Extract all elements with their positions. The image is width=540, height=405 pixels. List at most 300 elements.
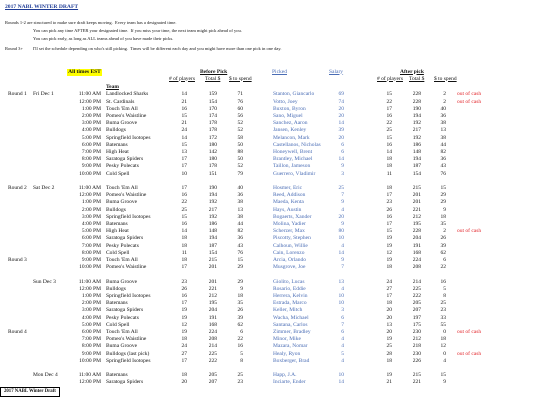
- after-total: 221: [412, 206, 421, 213]
- before-spend: 26: [237, 307, 243, 314]
- draft-row: [0, 279, 540, 286]
- before-spend: 60: [237, 105, 243, 112]
- team-name: Pomeo's Waistline: [106, 336, 147, 343]
- after-spend: 12: [440, 343, 446, 350]
- pick-time: 3:00 PM: [81, 213, 101, 220]
- after-spend: 15: [440, 372, 446, 379]
- before-spend: 35: [237, 300, 243, 307]
- picked-player: Honeywell, Brent: [273, 149, 313, 155]
- draft-title: 2017 NABL WINTER DRAFT: [5, 4, 79, 10]
- cash-status: out of cash: [457, 98, 482, 105]
- before-spend: 44: [237, 221, 243, 227]
- team-name: Saratoga Spiders: [106, 307, 144, 314]
- pick-time: 6:00 PM: [81, 141, 101, 148]
- after-total: 214: [412, 278, 421, 285]
- after-total: 228: [412, 228, 421, 235]
- pick-salary: 80: [338, 228, 344, 235]
- team-name: Saratoga Spiders: [106, 379, 144, 386]
- round-label: Round 2: [8, 185, 27, 191]
- after-spend: 43: [440, 163, 446, 170]
- before-total: 204: [208, 307, 217, 314]
- after-spend: 9: [443, 206, 446, 213]
- team-name: Bulldogs: [106, 285, 126, 292]
- pick-time: 4:00 PM: [81, 314, 101, 321]
- round-label: Round 3: [8, 257, 27, 263]
- before-total: 201: [208, 264, 217, 271]
- draft-row: [0, 156, 540, 163]
- before-spend: 5: [240, 350, 243, 357]
- before-spend: 13: [237, 206, 243, 213]
- before-total: 180: [208, 156, 217, 163]
- team-name: Pomeo's Waistline: [106, 113, 147, 119]
- salary-header: Salary: [329, 68, 344, 75]
- team-name: Saratoga Spiders: [106, 235, 144, 242]
- draft-row: [0, 192, 540, 199]
- intro-line: Rounds 1-2 are structured to make sure draft keeps moving. Every team has a designated time.: [5, 19, 177, 25]
- before-total: 194: [208, 192, 217, 199]
- after-players: 18: [386, 163, 392, 170]
- before-total: 178: [208, 127, 217, 134]
- pick-salary: 10: [338, 293, 344, 299]
- before-spend: 18: [237, 293, 243, 299]
- before-total: 207: [208, 379, 217, 386]
- before-players: 17: [181, 163, 187, 170]
- before-total: 194: [208, 235, 217, 242]
- picked-player: Brantley, Michael: [273, 156, 313, 163]
- pick-salary: 4: [341, 336, 344, 343]
- before-players: 19: [181, 314, 187, 321]
- pick-time: 9:00 PM: [81, 257, 101, 263]
- before-players: 14: [181, 228, 187, 235]
- after-total: 218: [412, 343, 421, 350]
- after-players: 18: [386, 156, 392, 163]
- after-players: 18: [386, 264, 392, 271]
- pick-salary: 4: [341, 343, 344, 350]
- after-players: 20: [386, 314, 392, 321]
- after-total: 224: [412, 257, 421, 263]
- before-players: 17: [181, 357, 187, 364]
- draft-row: [0, 185, 540, 192]
- after-total: 197: [412, 314, 421, 321]
- before-players: 21: [181, 98, 187, 105]
- team-name: Touch 'Em All: [106, 185, 138, 191]
- before-spend: 22: [237, 336, 243, 343]
- before-spend: 58: [237, 134, 243, 141]
- picked-player: Maeda, Kenta: [273, 199, 304, 206]
- after-players: 22: [386, 98, 392, 105]
- after-total: 204: [412, 235, 421, 242]
- before-players: 14: [181, 134, 187, 141]
- before-spend: 38: [237, 199, 243, 206]
- before-total: 224: [208, 329, 217, 335]
- after-players: 13: [386, 321, 392, 328]
- before-total: 212: [208, 293, 217, 299]
- pick-salary: 69: [338, 91, 344, 98]
- before-players: 17: [181, 264, 187, 271]
- before-players: 13: [181, 149, 187, 155]
- before-total: 148: [208, 228, 217, 235]
- pick-salary: 5: [341, 350, 344, 357]
- team-name: Cold Spell: [106, 170, 130, 177]
- after-spend: 0: [443, 350, 446, 357]
- after-total: 192: [412, 134, 421, 141]
- after-players: 19: [386, 372, 392, 379]
- team-header: Team: [106, 83, 119, 90]
- after-spend: 23: [440, 307, 446, 314]
- pick-time: 2:00 PM: [81, 206, 101, 213]
- team-name: Pesky Polecats: [106, 242, 139, 249]
- after-total: 175: [412, 321, 421, 328]
- pick-salary: 4: [341, 285, 344, 292]
- draft-row: [0, 343, 540, 350]
- after-total: 190: [412, 105, 421, 112]
- after-players: 17: [386, 293, 392, 299]
- after-total: 154: [412, 170, 421, 177]
- draft-row: [0, 307, 540, 314]
- after-players: 23: [386, 199, 392, 206]
- team-name: Bulldogs (last pick): [106, 350, 150, 357]
- after-players: 28: [386, 350, 392, 357]
- timezone-note: All times EST: [68, 68, 101, 75]
- after-total: 168: [412, 249, 421, 256]
- day-label: Fri Dec 1: [33, 91, 54, 98]
- after-spend: 38: [440, 120, 446, 127]
- before-players: 16: [181, 105, 187, 112]
- picked-player: Molina, Yadier: [273, 221, 306, 227]
- before-players-header: # of players: [169, 75, 195, 82]
- sheet-tab[interactable]: 2017 NABL Winter Draft: [0, 387, 60, 397]
- after-players: 18: [386, 357, 392, 364]
- team-name: Batemans: [106, 300, 128, 307]
- before-total: 205: [208, 372, 217, 379]
- picked-player: Guerrero, Vladimir: [273, 170, 316, 177]
- before-spend-header: $ to spend: [229, 75, 252, 82]
- before-spend: 88: [237, 149, 243, 155]
- pick-time: 8:00 PM: [81, 343, 101, 350]
- draft-row: [0, 207, 540, 214]
- after-total: 195: [412, 221, 421, 227]
- team-name: High Heat: [106, 228, 129, 235]
- before-total: 159: [208, 91, 217, 98]
- after-players: 16: [386, 113, 392, 119]
- after-players: 20: [386, 329, 392, 335]
- draft-row: [0, 214, 540, 221]
- after-total: 228: [412, 91, 421, 98]
- after-pick-header: After pick: [400, 68, 424, 75]
- pick-salary: 20: [338, 134, 344, 141]
- after-players: 19: [386, 235, 392, 242]
- pick-salary: 9: [341, 257, 344, 263]
- before-spend: 29: [237, 278, 243, 285]
- pick-salary: 39: [338, 127, 344, 134]
- before-players: 17: [181, 300, 187, 307]
- pick-salary: 20: [338, 113, 344, 119]
- after-players: 11: [386, 170, 392, 177]
- after-total: 215: [412, 372, 421, 379]
- picked-player: Musgrove, Joe: [273, 264, 306, 271]
- pick-time: 11:00 AM: [78, 185, 101, 191]
- before-players: 15: [181, 213, 187, 220]
- after-spend: 9: [443, 379, 446, 386]
- draft-row: [0, 351, 540, 358]
- draft-row: [0, 300, 540, 307]
- before-total: 142: [208, 149, 217, 155]
- before-spend: 38: [237, 213, 243, 220]
- picked-player: Castellanos, Nicholas: [273, 141, 321, 148]
- pick-salary: 7: [341, 321, 344, 328]
- after-spend: 36: [440, 113, 446, 119]
- picked-player: Bogaerts, Xander: [273, 213, 312, 220]
- after-spend: 35: [440, 221, 446, 227]
- draft-row: [0, 113, 540, 120]
- team-name: Pesky Polecats: [106, 163, 139, 170]
- after-players: 15: [386, 134, 392, 141]
- team-name: Cold Spell: [106, 321, 130, 328]
- after-spend: 18: [440, 336, 446, 343]
- pick-time: 2:00 PM: [81, 300, 101, 307]
- pick-time: 10:00 PM: [79, 357, 101, 364]
- after-players: 12: [386, 249, 392, 256]
- before-total: 178: [208, 163, 217, 170]
- pick-salary: 4: [341, 206, 344, 213]
- before-spend: 9: [240, 285, 243, 292]
- pick-time: 5:00 PM: [81, 134, 101, 141]
- before-players: 19: [181, 329, 187, 335]
- day-label: Mon Dec 4: [33, 372, 58, 379]
- draft-row: [0, 106, 540, 113]
- team-name: Cold Spell: [106, 249, 130, 256]
- draft-row: [0, 171, 540, 178]
- draft-row: [0, 293, 540, 300]
- before-spend: 79: [237, 170, 243, 177]
- pick-time: 7:00 PM: [81, 336, 101, 343]
- team-name: High Heat: [106, 149, 129, 155]
- before-total: 201: [208, 278, 217, 285]
- before-total: 190: [208, 185, 217, 191]
- before-players: 18: [181, 372, 187, 379]
- before-pick-header: Before Pick: [200, 68, 228, 75]
- picked-player: Santana, Carlos: [273, 321, 308, 328]
- after-players: 19: [386, 257, 392, 263]
- before-players: 17: [181, 156, 187, 163]
- pick-time: 9:00 PM: [81, 350, 101, 357]
- after-total: 207: [412, 307, 421, 314]
- draft-row: [0, 135, 540, 142]
- before-spend: 52: [237, 120, 243, 127]
- after-players: 15: [386, 91, 392, 98]
- after-players: 17: [386, 221, 392, 227]
- pick-salary: 6: [341, 149, 344, 155]
- before-players: 22: [181, 199, 187, 206]
- after-spend: 8: [443, 293, 446, 299]
- picked-player: Melancon, Mark: [273, 134, 310, 141]
- before-total: 222: [208, 357, 217, 364]
- before-players: 19: [181, 307, 187, 314]
- after-total: 221: [412, 379, 421, 386]
- pick-time: 9:00 PM: [81, 163, 101, 170]
- after-players: 24: [386, 278, 392, 285]
- team-name: Pomeo's Waistline: [106, 264, 147, 271]
- pick-salary: 14: [338, 249, 344, 256]
- after-players: 19: [386, 336, 392, 343]
- after-spend: 15: [440, 185, 446, 191]
- before-total: 168: [208, 321, 217, 328]
- after-spend: 2: [443, 91, 446, 98]
- before-players: 16: [181, 221, 187, 227]
- pick-salary: 20: [338, 213, 344, 220]
- after-players: 26: [386, 206, 392, 213]
- pick-time: 1:00 PM: [81, 105, 101, 112]
- draft-row: [0, 315, 540, 322]
- before-players: 24: [181, 127, 187, 134]
- after-total: 208: [412, 264, 421, 271]
- pick-time: 12:00 PM: [79, 285, 101, 292]
- picked-player: Cain, Lorenzo: [273, 249, 305, 256]
- picked-player: Taillon, Jameson: [273, 163, 311, 170]
- pick-salary: 7: [341, 192, 344, 199]
- draft-row: [0, 329, 540, 336]
- draft-row: [0, 149, 540, 156]
- team-name: Batemans: [106, 221, 128, 227]
- after-players: 25: [386, 127, 392, 134]
- after-total: 192: [412, 120, 421, 127]
- pick-salary: 6: [341, 329, 344, 335]
- picked-player: Hosmer, Eric: [273, 185, 303, 191]
- before-spend: 52: [237, 127, 243, 134]
- after-total: 228: [412, 98, 421, 105]
- before-players: 21: [181, 120, 187, 127]
- after-total: 230: [412, 329, 421, 335]
- after-players: 15: [386, 228, 392, 235]
- before-total-header: Total $: [205, 75, 221, 82]
- pick-time: 7:00 PM: [81, 242, 101, 249]
- draft-row: [0, 264, 540, 271]
- before-spend: 50: [237, 156, 243, 163]
- before-total: 180: [208, 141, 217, 148]
- team-name: Buma Groove: [106, 343, 138, 350]
- cash-status: out of cash: [457, 329, 482, 335]
- pick-salary: 4: [341, 242, 344, 249]
- after-total: 148: [412, 149, 421, 155]
- pick-time: 3:00 PM: [81, 120, 101, 127]
- draft-row: [0, 257, 540, 264]
- picked-player: Minor, Mike: [273, 336, 301, 343]
- after-total-header: Total $: [409, 75, 425, 82]
- before-spend: 50: [237, 141, 243, 148]
- after-spend: 18: [440, 213, 446, 220]
- picked-player: Rosario, Eddie: [273, 285, 306, 292]
- draft-row: [0, 243, 540, 250]
- before-total: 208: [208, 336, 217, 343]
- intro-line: You can pick early, as long as ALL teams ahead of you have made their picks.: [33, 35, 174, 41]
- team-name: Springfield Isotopes: [106, 213, 151, 220]
- pick-time: 10:00 PM: [79, 264, 101, 271]
- picked-player: Calhoun, Willie: [273, 242, 308, 249]
- after-players: 18: [386, 300, 392, 307]
- before-spend: 6: [240, 329, 243, 335]
- before-spend: 29: [237, 264, 243, 271]
- after-total: 222: [412, 293, 421, 299]
- after-spend: 25: [440, 300, 446, 307]
- pick-time: 6:00 PM: [81, 329, 101, 335]
- team-name: Bulldogs: [106, 127, 126, 134]
- after-spend: 16: [440, 278, 446, 285]
- round-label: Round 1: [8, 91, 27, 98]
- pick-time: 1:00 PM: [81, 199, 101, 206]
- before-spend: 71: [237, 91, 243, 98]
- draft-row: [0, 336, 540, 343]
- after-players: 21: [386, 379, 392, 386]
- after-players: 19: [386, 242, 392, 249]
- pick-salary: 10: [338, 300, 344, 307]
- after-total: 191: [412, 242, 421, 249]
- after-players: 17: [386, 192, 392, 199]
- draft-row: [0, 120, 540, 127]
- pick-salary: 14: [338, 379, 344, 386]
- pick-time: 5:00 PM: [81, 321, 101, 328]
- after-total: 225: [412, 285, 421, 292]
- team-name: Springfield Isotopes: [106, 357, 151, 364]
- picked-player: Boxberger, Brad: [273, 357, 310, 364]
- team-name: Buma Groove: [106, 278, 138, 285]
- pick-salary: 9: [341, 221, 344, 227]
- before-players: 17: [181, 185, 187, 191]
- before-total: 225: [208, 350, 217, 357]
- before-spend: 76: [237, 249, 243, 256]
- pick-time: 1:00 PM: [81, 293, 101, 299]
- team-name: Touch 'Em All: [106, 257, 138, 263]
- team-name: Pesky Polecats: [106, 314, 139, 321]
- draft-row: [0, 286, 540, 293]
- before-players: 10: [181, 170, 187, 177]
- before-spend: 36: [237, 235, 243, 242]
- picked-player: Zimmer, Bradley: [273, 329, 311, 335]
- after-total: 215: [412, 185, 421, 191]
- after-spend: 22: [440, 264, 446, 271]
- team-name: Pomeo's Waistline: [106, 192, 147, 199]
- picked-player: Keller, Mitch: [273, 307, 303, 314]
- pick-salary: 20: [338, 105, 344, 112]
- after-total: 217: [412, 127, 421, 134]
- picked-player: Votto, Joey: [273, 98, 298, 105]
- before-spend: 39: [237, 314, 243, 321]
- after-total: 212: [412, 336, 421, 343]
- before-spend: 40: [237, 185, 243, 191]
- pick-time: 10:00 PM: [79, 170, 101, 177]
- pick-time: 8:00 PM: [81, 249, 101, 256]
- before-players: 16: [181, 192, 187, 199]
- before-players: 18: [181, 242, 187, 249]
- round3-label: Round 3+: [5, 45, 23, 51]
- pick-salary: 6: [341, 314, 344, 321]
- draft-row: [0, 163, 540, 170]
- pick-salary: 9: [341, 199, 344, 206]
- draft-row: [0, 91, 540, 98]
- picked-player: Sanchez, Aaron: [273, 120, 308, 127]
- draft-row: [0, 99, 540, 106]
- team-name: Springfield Isotopes: [106, 134, 151, 141]
- draft-row: [0, 228, 540, 235]
- intro-line: You can pick any time AFTER your designated time. If you miss your time, the next team might pick ahead of you.: [33, 27, 242, 33]
- before-players: 18: [181, 235, 187, 242]
- before-players: 11: [181, 249, 187, 256]
- before-total: 187: [208, 242, 217, 249]
- after-spend: 2: [443, 228, 446, 235]
- pick-time: 8:00 PM: [81, 156, 101, 163]
- after-spend: 4: [443, 357, 446, 364]
- day-label: Sat Dec 2: [33, 185, 55, 191]
- pick-salary: 3: [341, 170, 344, 177]
